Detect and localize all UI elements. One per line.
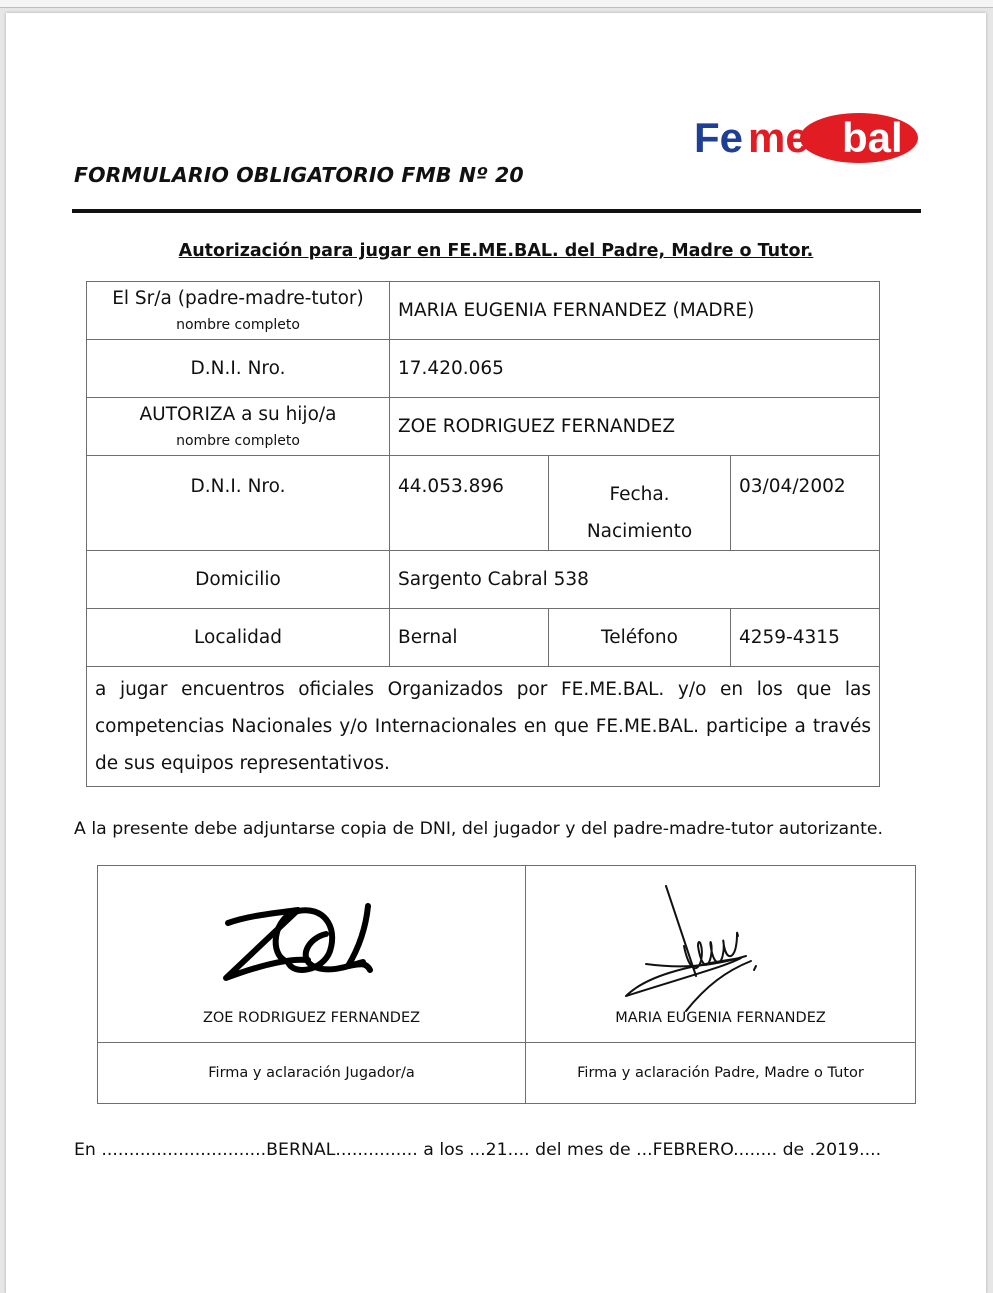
child-sublabel: nombre completo [176, 433, 300, 449]
document-page [6, 13, 986, 1293]
footer-year[interactable]: 2019 [815, 1140, 860, 1160]
authorization-form-table [86, 281, 880, 787]
footer-place[interactable]: BERNAL [266, 1140, 336, 1160]
child-name-field[interactable]: ZOE RODRIGUEZ FERNANDEZ [390, 398, 880, 456]
attachment-note: A la presente debe adjuntarse copia de DNI, del jugador y del padre-madre-tutor autorizante. [74, 819, 883, 839]
parent-dni-field[interactable]: 17.420.065 [390, 340, 880, 398]
city-field[interactable]: Bernal [390, 609, 549, 667]
parent-dni-label: D.N.I. Nro. [87, 340, 390, 398]
form-subtitle: Autorización para jugar en FE.ME.BAL. del Padre, Madre o Tutor. [178, 241, 814, 261]
player-signature-cell [98, 866, 526, 1043]
femebal-logo [694, 109, 924, 169]
footer-suffix: .... [859, 1140, 882, 1160]
child-label-text: AUTORIZA a su hijo/a [139, 404, 337, 425]
child-name-label [87, 398, 390, 456]
footer-sep3: ........ de . [733, 1140, 816, 1160]
form-title: FORMULARIO OBLIGATORIO FMB Nº 20 [74, 163, 524, 187]
title-divider [72, 209, 921, 213]
parent-name-label [87, 282, 390, 340]
address-label: Domicilio [87, 551, 390, 609]
place-date-line [74, 1140, 881, 1160]
svg-text:bal: bal [842, 114, 903, 161]
authorization-text: a jugar encuentros oficiales Organizados por FE.ME.BAL. y/o en los que las competencias Nacionales y/o Internacionales en que FE.ME.BAL. participe a través de sus equipos representativos. [87, 667, 880, 787]
parent-printed-name: MARIA EUGENIA FERNANDEZ [615, 1010, 826, 1026]
svg-text:Fe: Fe [694, 114, 744, 161]
address-field[interactable]: Sargento Cabral 538 [390, 551, 880, 609]
footer-month[interactable]: FEBRERO [652, 1140, 734, 1160]
birth-date-label [549, 456, 731, 551]
viewer-top-bar [0, 0, 993, 8]
birth-label-line2: Nacimiento [586, 521, 693, 542]
footer-day[interactable]: 21 [485, 1140, 508, 1160]
signature-table [97, 865, 916, 1104]
footer-sep2: .... del mes de ... [507, 1140, 653, 1160]
player-signature-caption: Firma y aclaración Jugador/a [98, 1043, 526, 1104]
phone-label: Teléfono [549, 609, 731, 667]
birth-date-field[interactable]: 03/04/2002 [731, 456, 880, 551]
birth-label-line1: Fecha. [609, 484, 670, 505]
city-label: Localidad [87, 609, 390, 667]
child-dni-label: D.N.I. Nro. [87, 456, 390, 551]
parent-name-field[interactable]: MARIA EUGENIA FERNANDEZ (MADRE) [390, 282, 880, 340]
footer-sep1: ............... a los ... [335, 1140, 486, 1160]
parent-sublabel: nombre completo [176, 317, 300, 333]
child-dni-field[interactable]: 44.053.896 [390, 456, 549, 551]
parent-signature-cell [526, 866, 916, 1043]
svg-text:me: me [748, 114, 809, 161]
player-printed-name: ZOE RODRIGUEZ FERNANDEZ [202, 1010, 421, 1026]
phone-field[interactable]: 4259-4315 [731, 609, 880, 667]
parent-signature-caption: Firma y aclaración Padre, Madre o Tutor [526, 1043, 916, 1104]
footer-prefix: En .............................. [74, 1140, 267, 1160]
parent-label-text: El Sr/a (padre-madre-tutor) [112, 288, 364, 309]
